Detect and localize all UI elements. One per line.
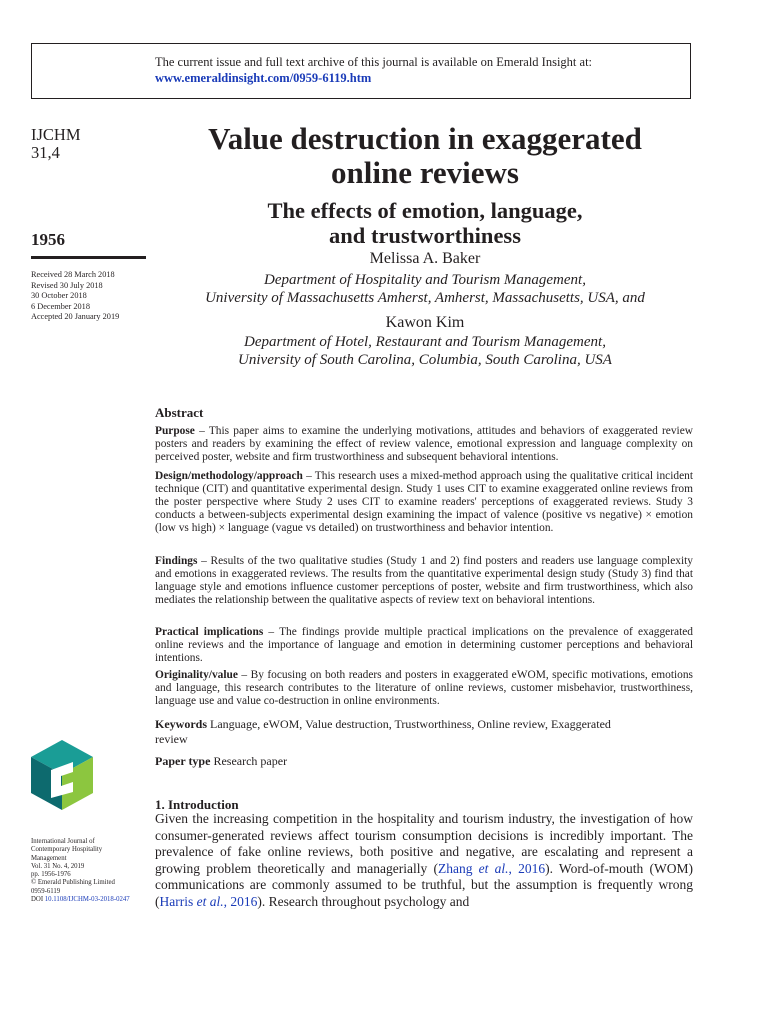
author-affiliation [155, 271, 695, 307]
date-revised: Revised 30 July 2018 [31, 280, 103, 290]
intro-paragraph [155, 811, 693, 911]
abstract-originality [155, 669, 693, 708]
journal-abbr: IJCHM [31, 125, 81, 144]
doi-line [31, 896, 130, 904]
section-label: Paper type [155, 754, 211, 768]
section-text: – The findings provide multiple practical implications on the prevalence of exaggerated online reviews and the importance of language and emotion in determining customer perceptions and behavioral intentions. [155, 626, 693, 664]
section-text: Language, eWOM, Value destruction, Trustworthiness, Online review, Exaggerated review [155, 717, 611, 746]
date-revised-2: 30 October 2018 [31, 291, 87, 301]
abstract-purpose [155, 425, 693, 464]
doi-link[interactable]: 10.1108/IJCHM-03-2018-0247 [44, 896, 130, 904]
intro-heading: 1. Introduction [155, 797, 239, 812]
section-text: – By focusing on both readers and posters in exaggerated eWOM, specific motivations, emotions and language, this research contributes to the literature of online reviews, customer misbehavior, trustworthiness, language use and value co-destruction in online environments. [155, 669, 693, 707]
side-rule [31, 256, 146, 259]
affiliation-line: Department of Hotel, Restaurant and Tourism Management, [244, 334, 606, 350]
author-name: Melissa A. Baker [369, 250, 481, 267]
abstract-design [155, 470, 693, 535]
history-dates [31, 270, 119, 323]
citation-link[interactable] [160, 894, 258, 909]
doi-label: DOI [31, 896, 45, 904]
page-number: 1956 [31, 230, 65, 249]
banner-url-link[interactable]: www.emeraldinsight.com/0959-6119.htm [155, 71, 372, 85]
section-label: Purpose [155, 425, 195, 437]
footer-line: Vol. 31 No. 4, 2019 [31, 862, 85, 870]
author-affiliation [155, 333, 695, 369]
article-subtitle [155, 198, 695, 248]
intro-text: ). Research throughout psychology and [257, 893, 470, 909]
subtitle-line: The effects of emotion, language, [267, 198, 583, 223]
journal-footer [31, 838, 130, 904]
emerald-logo-icon [31, 740, 93, 810]
footer-line: 0959-6119 [31, 887, 61, 895]
title-line: Value destruction in exaggerated [208, 121, 642, 156]
affiliation-line: University of Massachusetts Amherst, Amherst, Massachusetts, USA, and [205, 290, 645, 306]
access-banner [31, 43, 691, 99]
section-label: Design/methodology/approach [155, 470, 303, 482]
footer-line: Management [31, 854, 67, 862]
citation-author: Harris [159, 893, 197, 909]
date-revised-3: 6 December 2018 [31, 301, 90, 311]
citation-year: , 2016 [508, 860, 546, 876]
footer-line: © Emerald Publishing Limited [31, 879, 115, 887]
section-text: – This research uses a mixed-method approach using the qualitative critical incident technique (CIT) and quantitative experimental design. Study 1 uses CIT to examine exaggerated online reviews from the poster perspective where Study 2 uses CIT to examine readers' perceptions of exaggerated reviews. Study 3 conducts a between-subjects experimental design examining the impact of valence (positive vs negative) × emotion (low vs high) × language (vague vs detailed) on trustworthiness and behavior intention. [155, 470, 693, 534]
section-text: – Results of the two qualitative studies (Study 1 and 2) find posters and readers use language complexity and emotions in exaggerated reviews. The results from the quantitative experimental design study (Study 3) find that language style and emotions influence customer perceptions of poster, website and firm trustworthiness, which also mediates the relationship between the qualitative aspects of review text on behavioral intentions. [155, 555, 693, 606]
abstract-practical [155, 626, 693, 665]
affiliation-line: University of South Carolina, Columbia, South Carolina, USA [238, 352, 612, 368]
citation-author: Zhang [437, 860, 479, 876]
intro-text: Given the increasing competition in the hospitality and tourism industry, the investigation of how consumer-generated reviews affect tourism consumption decisions is incredibly important. The prevalence of fake online reviews, both positive and negative, are escalating and represent a growing problem theoretically and managerially ( [155, 811, 693, 876]
affiliation-line: Department of Hospitality and Tourism Management, [264, 272, 586, 288]
footer-line: International Journal of [31, 838, 95, 845]
section-text: – This paper aims to examine the underlying motivations, attitudes and behaviors of exaggerated review posters and readers by examining the effect of review valence, emotional expression and language complexity on perceived poster, website and firm trustworthiness and subsequent behavioral intentions. [155, 425, 693, 463]
abstract-heading: Abstract [155, 405, 204, 420]
section-label: Originality/value [155, 669, 238, 681]
citation-etal: et al. [196, 893, 224, 909]
date-accepted: Accepted 20 January 2019 [31, 312, 120, 322]
citation-etal: et al. [478, 860, 509, 876]
section-label: Keywords [155, 717, 207, 731]
paper-type [155, 754, 693, 769]
subtitle-line: and trustworthiness [329, 223, 521, 248]
keywords [155, 717, 625, 747]
intro-text: ). Word-of-mouth (WOM) communications are commonly assumed to be truthful, but the assumption is frequently wrong ( [155, 860, 694, 909]
journal-info [31, 126, 81, 162]
journal-volume: 31,4 [31, 143, 60, 162]
banner-text: The current issue and full text archive of this journal is available on Emerald Insight at: [155, 55, 593, 69]
footer-line: Contemporary Hospitality [31, 846, 103, 854]
citation-link[interactable] [438, 861, 545, 876]
author-name: Kawon Kim [385, 314, 465, 331]
date-received: Received 28 March 2018 [31, 270, 115, 279]
article-title [155, 122, 695, 190]
title-line: online reviews [331, 155, 519, 190]
abstract-findings [155, 555, 693, 607]
citation-year: , 2016 [223, 893, 258, 909]
footer-line: pp. 1956-1976 [31, 871, 71, 879]
section-label: Findings [155, 555, 198, 567]
section-label: Practical implications [155, 626, 264, 638]
section-text: Research paper [210, 754, 288, 768]
